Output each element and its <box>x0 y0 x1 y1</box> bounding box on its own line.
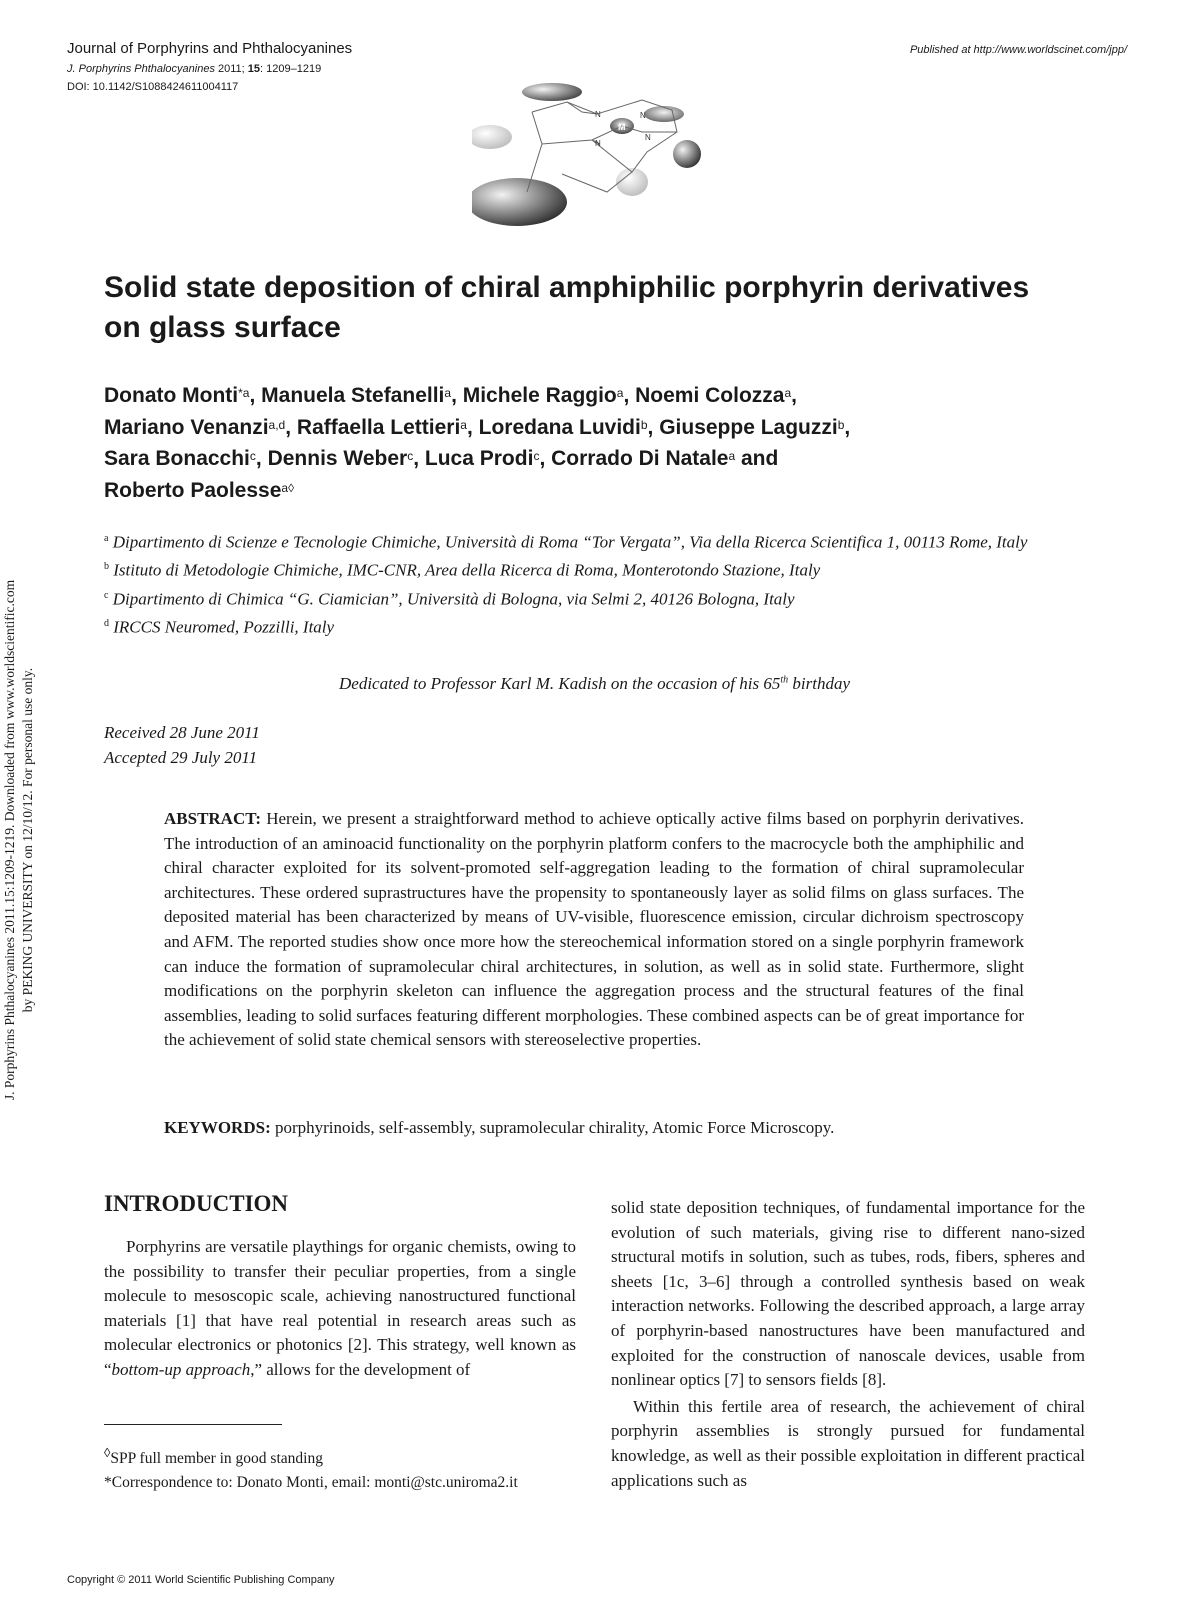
author-separator: , <box>466 415 479 439</box>
citation-journal-abbrev: J. Porphyrins Phthalocyanines <box>67 63 215 75</box>
keywords <box>164 1116 1024 1141</box>
author-name: Noemi Colozza <box>635 384 785 407</box>
author-affiliation-mark: a <box>444 386 452 400</box>
author-list <box>104 380 1104 506</box>
footnote-mark: ◊ <box>104 1445 111 1460</box>
author-name: Roberto Paolesse <box>104 478 282 502</box>
intro-text: Porphyrins are versatile playthings for organic chemists, owing to the possibility to transfer their peculiar properties, from a single molecule to mesoscopic scale, achieving nanostructured functional materials [1] that have real potential in research areas such as molecular electronics or photonics [2]. This strategy, well known as “ <box>104 1237 576 1379</box>
author-name: Raffaella Lettieri <box>296 415 461 439</box>
author-affiliation-mark: c <box>407 449 414 463</box>
affiliation-mark: c <box>104 589 109 601</box>
author-affiliation-mark: c <box>533 449 540 463</box>
side-note-line: J. Porphyrins Phthalocyanines 2011.15:1209-1219. Downloaded from www.worldscientific.com <box>2 579 17 1101</box>
atom-label: N <box>645 133 651 142</box>
download-side-note <box>0 560 38 1120</box>
author-name: Michele Raggio <box>462 384 617 407</box>
affiliation-text: Dipartimento di Chimica “G. Ciamician”, Università di Bologna, via Selmi 2, 40126 Bologna, Italy <box>108 589 795 609</box>
abstract <box>164 807 1024 1053</box>
intro-left-column <box>104 1235 576 1383</box>
author-separator: , <box>285 415 297 439</box>
affiliation-mark: d <box>104 617 109 629</box>
author-affiliation-mark: a <box>728 449 736 463</box>
section-heading: INTRODUCTION <box>104 1191 289 1216</box>
journal-name: Journal of Porphyrins and Phthalocyanines <box>67 40 353 57</box>
author-separator: , <box>623 384 636 407</box>
author-separator: , <box>451 384 463 407</box>
received-date: Received 28 June 2011 <box>104 723 260 742</box>
dedication <box>0 674 1189 694</box>
affiliation-list <box>104 527 1104 640</box>
author-name: Dennis Weber <box>267 447 408 470</box>
atom-label: N <box>595 110 601 119</box>
intro-text: ,” allows for the development of <box>250 1359 471 1379</box>
author-affiliation-mark: b <box>640 417 648 432</box>
affiliation <box>104 555 1104 583</box>
author-separator: , <box>255 447 268 470</box>
author-affiliation-mark: a <box>616 386 624 400</box>
author-name: Giuseppe Laguzzi <box>659 415 838 439</box>
author-affiliation-mark: a◊ <box>281 480 295 495</box>
abstract-label: ABSTRACT: <box>164 809 261 828</box>
intro-paragraph: Within this fertile area of research, the achievement of chiral porphyrin assemblies is strongly pursued for fundamental knowledge, as well as their possible exploitation in different practical applications such as <box>611 1396 1085 1490</box>
keywords-label: KEYWORDS: <box>164 1118 271 1137</box>
affiliation <box>104 584 1104 612</box>
affiliation-mark: b <box>104 561 109 573</box>
atom-label-metal: M <box>618 122 626 132</box>
affiliation <box>104 612 1104 640</box>
dedication-text: birthday <box>788 674 850 693</box>
abstract-text: Herein, we present a straightforward method to achieve optically active films based on porphyrin derivatives. The introduction of an aminoacid functionality on the porphyrin platform confers to the macrocycle both the amphiphilic and chiral character exploited for its solvent-promoted self-aggregation leading to the formation of chiral supramolecular architectures. These ordered suprastructures have the propensity to spontaneously layer as solid films on glass surfaces. The deposited material has been characterized by means of UV-visible, fluorescence emission, circular dichroism spectroscopy and AFM. The reported studies show once more how the stereochemical information stored on a single porphyrin framework can induce the formation of supramolecular chiral architectures, in solution, as well as in solid state. Furthermore, slight modifications on the porphyrin skeleton can influence the aggregation process and the structural features of the final assemblies, leading to solid surfaces featuring different morphologies. These combined aspects can be of great importance for the achievement of solid state chemical sensors with stereoselective properties. <box>164 809 1024 1050</box>
author-affiliation-mark: b <box>837 417 845 432</box>
side-note-line: by PEKING UNIVERSITY on 12/10/12. For personal use only. <box>20 667 35 1013</box>
author-affiliation-mark: a <box>460 417 467 432</box>
porphyrin-logo <box>472 82 722 232</box>
copyright: Copyright © 2011 World Scientific Publishing Company <box>67 1574 335 1586</box>
affiliation-mark: a <box>104 533 109 544</box>
author-name: Sara Bonacchi <box>104 447 250 470</box>
dedication-text: Dedicated to Professor Karl M. Kadish on the occasion of his 65 <box>339 674 781 693</box>
author-name: Manuela Stefanelli <box>261 384 445 407</box>
author-affiliation-mark: a,d <box>268 417 286 432</box>
citation-year: 2011; <box>214 63 248 75</box>
footnote-membership <box>104 1442 576 1470</box>
author-name: Loredana Luvidi <box>478 415 641 439</box>
author-name: Mariano Venanzi <box>104 415 269 439</box>
keywords-text: porphyrinoids, self-assembly, supramolecular chirality, Atomic Force Microscopy. <box>270 1118 835 1137</box>
author-name: Luca Prodi <box>424 447 534 470</box>
affiliation-text: Dipartimento di Scienze e Tecnologie Chimiche, Università di Roma “Tor Vergata”, Via della Ricerca Scientifica 1, 00113 Rome, Italy <box>108 532 1028 552</box>
affiliation-text: Istituto di Metodologie Chimiche, IMC-CNR, Area della Ricerca di Roma, Monterotondo Stazione, Italy <box>109 560 821 580</box>
article-title: Solid state deposition of chiral amphiphilic porphyrin derivatives on glass surface <box>104 271 1030 344</box>
footnote-divider <box>104 1424 282 1425</box>
footnote-text: SPP full member in good standing <box>110 1450 323 1468</box>
author-affiliation-mark: c <box>249 449 256 463</box>
author-separator: , <box>249 384 262 407</box>
affiliation-text: IRCCS Neuromed, Pozzilli, Italy <box>109 617 335 637</box>
author-separator: , <box>539 447 552 470</box>
intro-paragraph: solid state deposition techniques, of fundamental importance for the evolution of such materials, giving rise to different nano-sized structural motifs in solution, such as tubes, rods, fibers, spheres and sheets [1c, 3–6] through a controlled synthesis based on weak interaction networks. Following the described approach, a large array of porphyrin-based nanostructures have been manufactured and exploited for the construction of nanoscale devices, usable from nonlinear optics [7] to sensors fields [8]. <box>611 1198 1085 1390</box>
atom-label: N <box>595 139 601 148</box>
intro-right-column <box>611 1196 1085 1493</box>
author-affiliation-mark: a <box>784 386 792 400</box>
accepted-date: Accepted 29 July 2011 <box>104 747 258 767</box>
journal-citation <box>67 63 321 75</box>
author-separator: , <box>413 447 425 470</box>
author-affiliation-mark: *a <box>238 386 250 400</box>
doi: DOI: 10.1142/S1088424611004117 <box>67 81 239 93</box>
author-separator: , <box>844 415 851 439</box>
published-url[interactable]: Published at http://www.worldscinet.com/jpp/ <box>909 44 1127 56</box>
intro-text-italic: bottom-up approach <box>111 1359 251 1379</box>
author-separator: , <box>791 384 798 407</box>
article-dates <box>104 721 260 770</box>
citation-volume: 15 <box>247 63 261 75</box>
affiliation <box>104 527 1104 555</box>
dedication-sup: th <box>780 674 789 686</box>
author-name: Donato Monti <box>104 384 239 407</box>
atom-label: N <box>640 111 646 120</box>
author-name: Corrado Di Natale <box>551 447 729 470</box>
author-separator: and <box>735 447 779 470</box>
citation-pages: : 1209–1219 <box>260 63 322 75</box>
author-separator: , <box>647 415 660 439</box>
footnote-correspondence: *Correspondence to: Donato Monti, email: monti@stc.uniroma2.it <box>104 1474 518 1491</box>
